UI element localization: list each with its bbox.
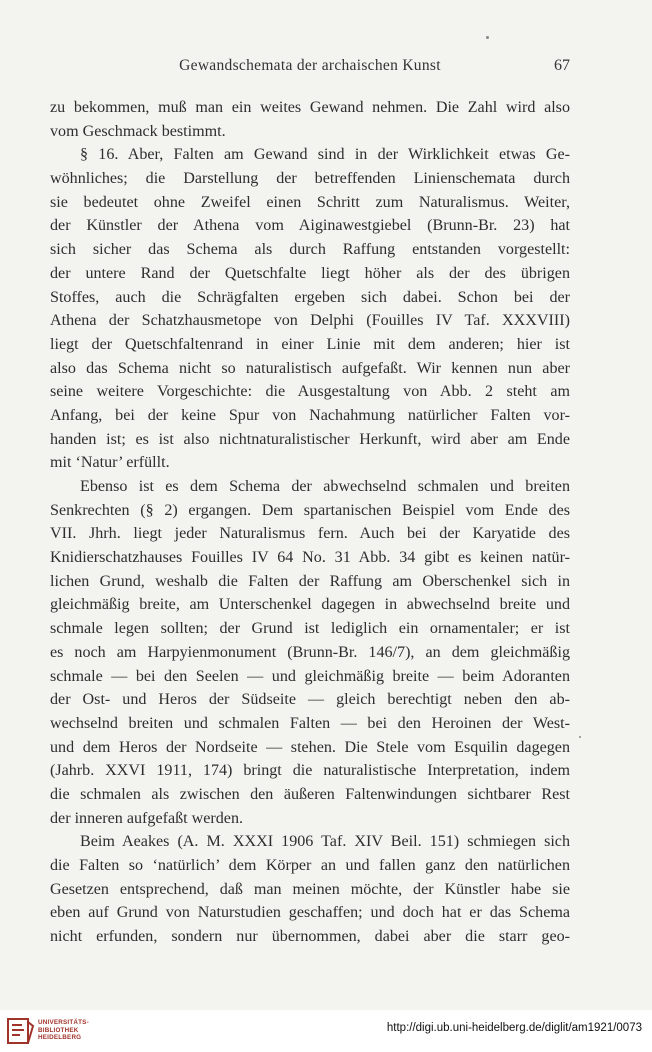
text-line: nicht erfunden, sondern nur übernommen, dabei aber die starr geo-: [50, 928, 570, 946]
scan-speck: [486, 36, 489, 39]
source-url[interactable]: http://digi.ub.uni-heidelberg.de/diglit/am1921/0073: [386, 1022, 642, 1034]
text-line: der Künstler der Athena vom Aiginawestgiebel (Brunn-Br. 23) hat: [50, 217, 570, 235]
text-line: sie bedeutet ohne Zweifel einen Schritt zum Naturalismus. Weiter,: [50, 193, 570, 211]
running-head: [50, 57, 570, 81]
running-title: Gewandschemata der archaischen Kunst: [179, 57, 441, 74]
text-line: seine weitere Vorgeschichte: die Ausgestaltung von Abb. 2 steht am: [50, 383, 570, 401]
library-name-line: BIBLIOTHEK: [38, 1026, 79, 1034]
text-line: schmale legen sollten; der Grund ist lediglich ein ornamentaler; er ist: [50, 620, 570, 638]
text-line: Ebenso ist es dem Schema der abwechselnd schmalen und breiten: [80, 478, 570, 495]
text-line: wechselnd breiten und schmalen Falten — bei den Heroinen der West-: [50, 714, 570, 732]
text-line: eben auf Grund von Naturstudien geschaffen; und doch hat er das Schema: [50, 904, 570, 922]
text-line: vom Geschmack bestimmt.: [50, 122, 226, 140]
text-line: mit ‘Natur’ erfüllt.: [50, 454, 170, 472]
text-line: der inneren aufgefaßt werden.: [50, 809, 244, 827]
text-line: und dem Heros der Nordseite — stehen. Die Stele vom Esquilin dagegen: [50, 738, 570, 756]
text-line: Anfang, bei der keine Spur von Nachahmung natürlicher Falten vor-: [50, 406, 570, 424]
text-line: gleichmäßig breite, am Unterschenkel dagegen in abwechselnd breite und: [50, 596, 570, 614]
page-number: 67: [554, 57, 570, 74]
text-line: lichen Grund, weshalb die Falten der Raffung am Oberschenkel sich in: [50, 572, 570, 590]
text-line: sich sicher das Schema als durch Raffung entstanden vorgestellt:: [50, 241, 570, 259]
scan-speck: [579, 736, 581, 738]
text-line: liegt der Quetschfaltenrand in einer Linie mit dem anderen; hier ist: [50, 335, 570, 353]
text-line: Athena der Schatzhausmetope von Delphi (Fouilles IV Taf. XXXVIII): [50, 312, 570, 330]
text-line: VII. Jhrh. liegt jeder Naturalismus fern. Auch bei der Karyatide des: [50, 525, 570, 543]
text-line: Gesetzen entsprechend, daß man meinen möchte, der Künstler habe sie: [50, 880, 570, 898]
text-line: die schmalen als zwischen den äußeren Faltenwindungen sichtbarer Rest: [50, 785, 570, 803]
text-line: § 16. Aber, Falten am Gewand sind in der Wirklichkeit etwas Ge-: [80, 146, 570, 164]
text-line: wöhnliches; die Darstellung der betreffenden Linienschemata durch: [50, 170, 570, 188]
library-name-line: UNIVERSITÄTS-: [38, 1019, 89, 1026]
text-line: schmale — bei den Seelen — und gleichmäßig breite — beim Adoranten: [50, 667, 570, 685]
text-line: handen ist; es ist also nichtnaturalistischer Herkunft, wird aber am Ende: [50, 430, 570, 448]
text-line: also das Schema nicht so naturalistisch aufgefaßt. Wir kennen nun aber: [50, 359, 570, 377]
university-library-logo-icon: [6, 1016, 36, 1046]
text-line: die Falten so ‘natürlich’ dem Körper an und fallen ganz den natürlichen: [50, 857, 570, 874]
library-name-line: HEIDELBERG: [38, 1034, 82, 1042]
body-text: [50, 96, 570, 949]
text-line: Senkrechten (§ 2) ergangen. Dem spartanischen Beispiel vom Ende des: [50, 501, 570, 519]
text-line: der Ost- und Heros der Südseite — gleich berechtigt neben den ab-: [50, 691, 570, 709]
text-line: Beim Aeakes (A. M. XXXI 1906 Taf. XIV Beil. 151) schmiegen sich: [80, 833, 570, 851]
text-line: zu bekommen, muß man ein weites Gewand nehmen. Die Zahl wird also: [50, 99, 570, 116]
text-line: es noch am Harpyienmonument (Brunn-Br. 146/7), an dem gleichmäßig: [50, 643, 570, 661]
text-line: der untere Rand der Quetschfalte liegt höher als der des übrigen: [50, 264, 570, 282]
text-line: Knidierschatzhauses Fouilles IV 64 No. 31 Abb. 34 gibt es keinen natür-: [50, 549, 570, 567]
digitization-footer: [0, 1010, 652, 1052]
text-line: Stoffes, auch die Schrägfalten ergeben sich dabei. Schon bei der: [50, 288, 570, 306]
library-name: [38, 1019, 89, 1042]
text-line: (Jahrb. XXVI 1911, 174) bringt die naturalistische Interpretation, indem: [50, 762, 570, 780]
